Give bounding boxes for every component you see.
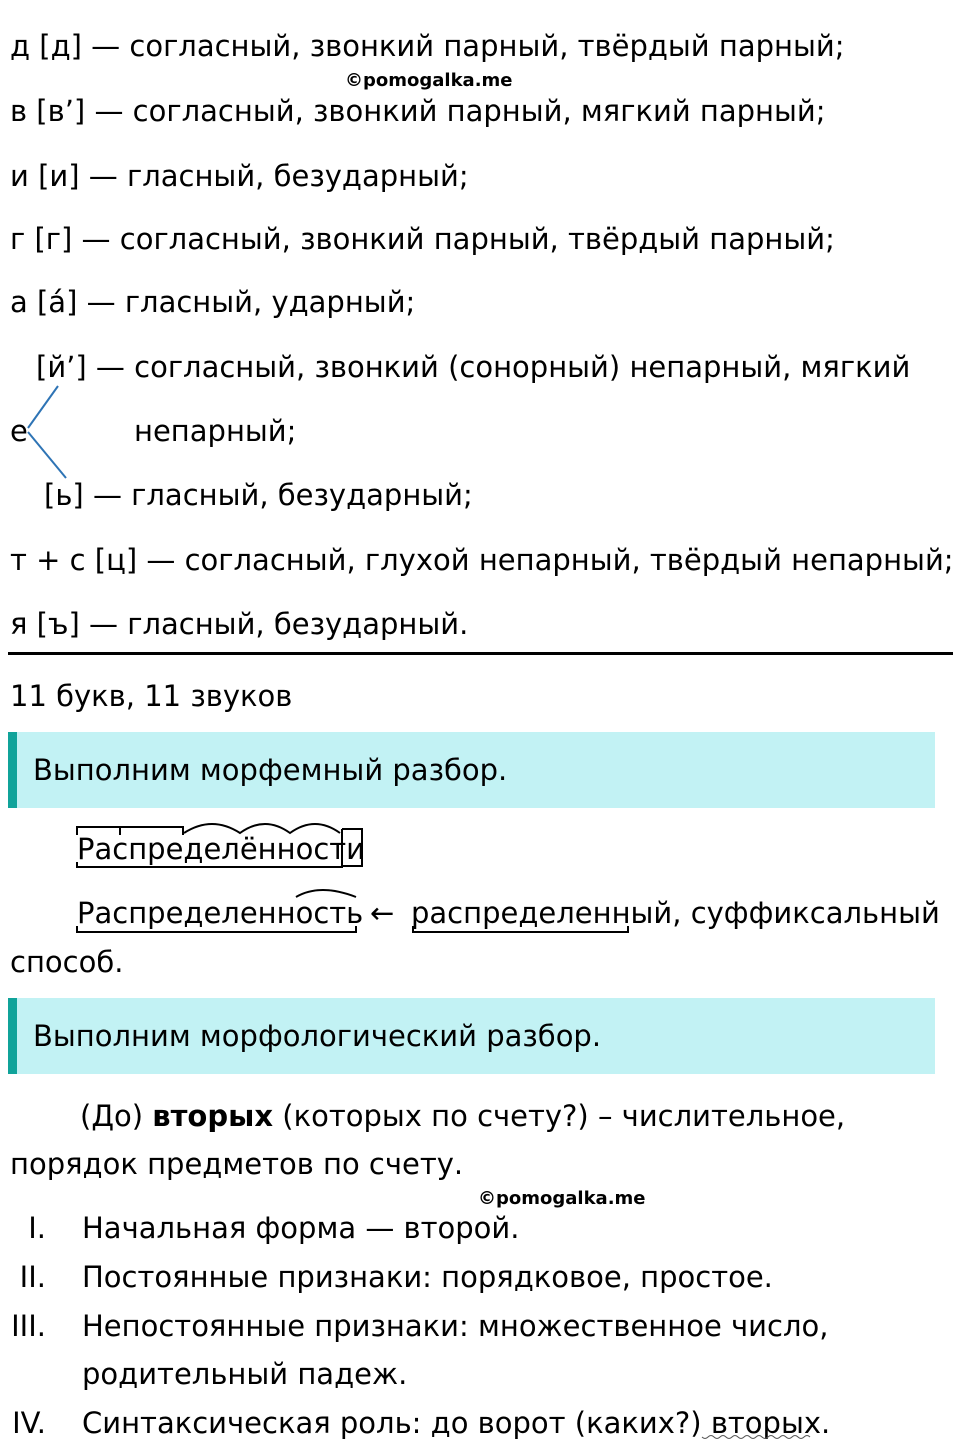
sound-line-a: а [á] — гласный, ударный; bbox=[10, 285, 416, 319]
derivation-arrow: ← bbox=[370, 896, 395, 930]
sound-line-v: в [в’] — согласный, звонкий парный, мягкий парный; bbox=[10, 94, 826, 128]
derivation-word: Распределенность bbox=[77, 896, 364, 930]
morphology-section-header bbox=[8, 998, 935, 1074]
letter-sound-count: 11 букв, 11 звуков bbox=[10, 679, 293, 713]
derivation-base: распределенный, суффиксальный bbox=[411, 896, 940, 930]
letter-e: е bbox=[10, 414, 28, 448]
morpheme-header-text: Выполним морфемный разбор. bbox=[33, 753, 508, 787]
sound-line-ts: т + с [ц] — согласный, глухой непарный, твёрдый непарный; bbox=[10, 543, 954, 577]
sound-line-ya: я [ъ] — гласный, безударный. bbox=[10, 607, 469, 641]
morpheme-word: Распределённости bbox=[77, 832, 366, 866]
analysis-prefix: (До) bbox=[80, 1099, 144, 1133]
morphology-header-text: Выполним морфологический разбор. bbox=[33, 1019, 602, 1053]
list-num-3: III. bbox=[11, 1309, 46, 1343]
e-branch-lines bbox=[28, 386, 66, 478]
list-item-4: Синтаксическая роль: до ворот (каких?) вторых. bbox=[82, 1406, 831, 1440]
sound-line-yot-cont: непарный; bbox=[134, 414, 297, 448]
sound-line-yot: [й’] — согласный, звонкий (сонорный) непарный, мягкий bbox=[36, 350, 911, 384]
analysis-rest: (которых по счету?) – числительное, bbox=[282, 1099, 846, 1133]
analysis-word: вторых bbox=[152, 1099, 274, 1133]
watermark-2: ©pomogalka.me bbox=[478, 1188, 646, 1209]
list-item-3: Непостоянные признаки: множественное число, bbox=[82, 1309, 829, 1343]
analysis-line bbox=[80, 1096, 845, 1136]
list-num-2: II. bbox=[19, 1260, 46, 1294]
analysis-cont: порядок предметов по счету. bbox=[10, 1147, 464, 1181]
sound-line-g: г [г] — согласный, звонкий парный, твёрдый парный; bbox=[10, 222, 835, 256]
list-item-2: Постоянные признаки: порядковое, простое. bbox=[82, 1260, 773, 1294]
derivation-cont: способ. bbox=[10, 945, 124, 979]
list-num-1: I. bbox=[28, 1211, 46, 1245]
watermark: ©pomogalka.me bbox=[345, 70, 513, 91]
sound-line-e-vowel: [ь] — гласный, безударный; bbox=[44, 478, 473, 512]
morpheme-section-header bbox=[8, 732, 935, 808]
list-item-1: Начальная форма — второй. bbox=[82, 1211, 520, 1245]
sound-line-i: и [и] — гласный, безударный; bbox=[10, 159, 469, 193]
sound-line-d: д [д] — согласный, звонкий парный, твёрдый парный; bbox=[10, 29, 845, 63]
divider bbox=[8, 652, 953, 655]
list-item-3-cont: родительный падеж. bbox=[82, 1357, 408, 1391]
list-num-4: IV. bbox=[12, 1406, 46, 1440]
